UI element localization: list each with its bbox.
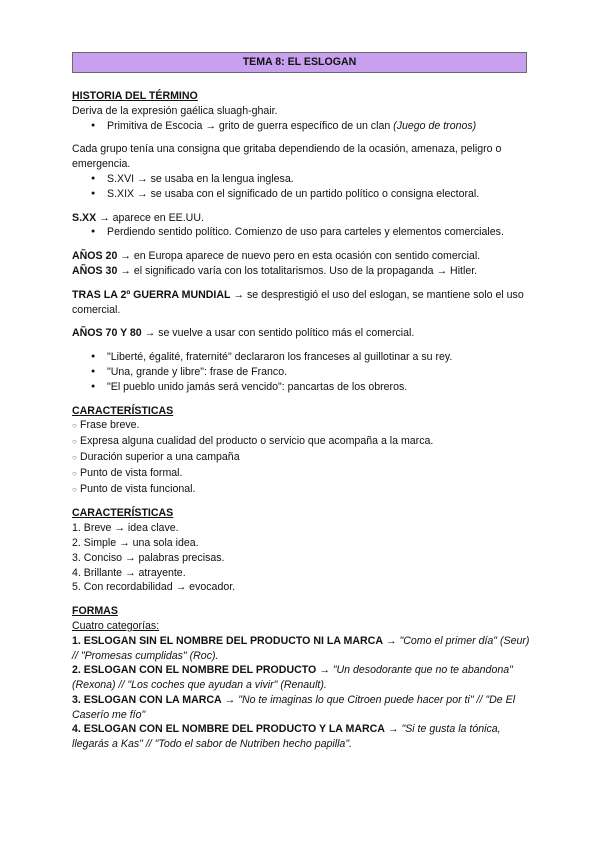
sxx-text: → aparece en EE.UU. — [96, 211, 204, 224]
historia-paragraph: Cada grupo tenía una consigna que gritaba dependiendo de la ocasión, amenaza, peligro o emergencia. — [72, 143, 502, 171]
forma-text: "Si te gusta la tónica, llegarás a Kas" // "Todo el sabor de Nutriben hecho papilla". — [72, 723, 501, 751]
list-item: ● "Una, grande y libre": frase de Franco. — [72, 365, 532, 380]
arrow-glyph: → — [382, 634, 400, 647]
historia-heading: HISTORIA DEL TÉRMINO — [72, 90, 198, 102]
circle-marker-icon: ○ — [72, 468, 77, 478]
list-item — [72, 119, 532, 134]
list-item: 3. Conciso → palabras precisas. — [72, 551, 225, 564]
forma-label: 4. ESLOGAN CON EL NOMBRE DEL PRODUCTO Y LA MARCA — [72, 723, 385, 736]
list-item: ● S.XVI → se usaba en la lengua inglesa. — [72, 172, 532, 187]
caracteristicas-heading-2: CARACTERÍSTICAS — [72, 507, 174, 520]
guerra-label: TRAS LA 2º GUERRA MUNDIAL — [72, 288, 231, 301]
list-item-text: Frase breve. — [80, 419, 140, 432]
arrow-glyph: → — [384, 723, 402, 736]
list-item-text: Punto de vista funcional. — [80, 482, 196, 495]
forma-item-3 — [72, 693, 532, 723]
list-item — [72, 482, 532, 498]
forma-label: 2. ESLOGAN CON EL NOMBRE DEL PRODUCTO — [72, 664, 317, 677]
circle-marker-icon: ○ — [72, 452, 77, 462]
historia-list-2 — [72, 172, 532, 202]
list-item-text: Primitiva de Escocia → grito de guerra específico de un clan — [107, 119, 394, 132]
list-item: ● S.XIX → se usaba con el significado de un partido político o consigna electoral. — [72, 187, 532, 202]
forma-text: "No te imaginas lo que Citroen puede hacer por ti" // "De El Caserío me fío" — [72, 693, 516, 721]
forma-text: "Un desodorante que no te abandona" (Rexona) // "Los coches que ayudan a vivir" (Renault). — [72, 664, 513, 692]
formas-heading: FORMAS — [72, 605, 118, 618]
circle-marker-icon: ○ — [72, 437, 77, 447]
anos30-label: AÑOS 30 — [72, 264, 118, 277]
forma-label: 3. ESLOGAN CON LA MARCA — [72, 693, 222, 706]
anos30-text: → el significado varía con los totalitarismos. Uso de la propaganda → Hitler. — [117, 264, 478, 277]
list-item: ● Perdiendo sentido político. Comienzo de uso para carteles y elementos comerciales. — [72, 225, 532, 240]
page-title: TEMA 8: EL ESLOGAN — [72, 52, 527, 73]
arrow-glyph: → — [221, 693, 239, 706]
anos20-line — [72, 249, 532, 264]
historia-list-4 — [72, 350, 532, 394]
sxx-line — [72, 211, 532, 226]
anos7080-text: → se vuelve a usar con sentido político más el comercial. — [141, 327, 415, 340]
list-item-text: Duración superior a una campaña — [80, 450, 240, 463]
anos7080-line — [72, 326, 532, 341]
forma-text: "Como el primer día" (Seur) // "Promesas cumplidas" (Roc). — [72, 634, 530, 662]
list-item: ● "Liberté, égalité, fraternité" declararon los franceses al guillotinar a su rey. — [72, 350, 532, 365]
forma-item-4 — [72, 722, 532, 752]
forma-label: 1. ESLOGAN SIN EL NOMBRE DEL PRODUCTO NI LA MARCA — [72, 634, 383, 647]
anos30-line — [72, 264, 532, 279]
historia-list-1 — [72, 119, 532, 134]
document-body — [72, 89, 532, 752]
list-item: 1. Breve → idea clave. — [72, 522, 179, 535]
anos20-text: → en Europa aparece de nuevo pero en esta ocasión con sentido comercial. — [117, 250, 481, 263]
historia-intro: Deriva de la expresión gaélica sluagh-ghair. — [72, 104, 278, 117]
circle-marker-icon: ○ — [72, 421, 77, 431]
circle-marker-icon: ○ — [72, 484, 77, 494]
list-item-italic: (Juego de tronos) — [393, 119, 477, 132]
list-item: ● "El pueblo unido jamás será vencido": pancartas de los obreros. — [72, 380, 532, 395]
list-item — [72, 466, 532, 482]
formas-subheading: Cuatro categorías: — [72, 619, 160, 632]
guerra-text: → se desprestigió el uso del eslogan, se mantiene solo el uso comercial. — [72, 288, 524, 316]
list-item — [72, 418, 532, 434]
list-item-text: Expresa alguna cualidad del producto o servicio que acompaña a la marca. — [80, 435, 434, 448]
arrow-glyph: → — [316, 664, 333, 677]
sxx-label: S.XX — [72, 211, 97, 224]
anos7080-label: AÑOS 70 Y 80 — [72, 327, 142, 340]
caracteristicas-heading-1: CARACTERÍSTICAS — [72, 404, 174, 417]
anos20-label: AÑOS 20 — [72, 250, 118, 263]
list-item: 2. Simple → una sola idea. — [72, 536, 199, 549]
guerra-line — [72, 288, 532, 318]
forma-item-2 — [72, 663, 532, 693]
historia-list-3 — [72, 225, 532, 240]
list-item: 4. Brillante → atrayente. — [72, 566, 186, 579]
list-item-text: Punto de vista formal. — [80, 466, 183, 479]
list-item — [72, 450, 532, 466]
list-item: 5. Con recordabilidad → evocador. — [72, 581, 236, 594]
list-item — [72, 434, 532, 450]
forma-item-1 — [72, 634, 532, 664]
